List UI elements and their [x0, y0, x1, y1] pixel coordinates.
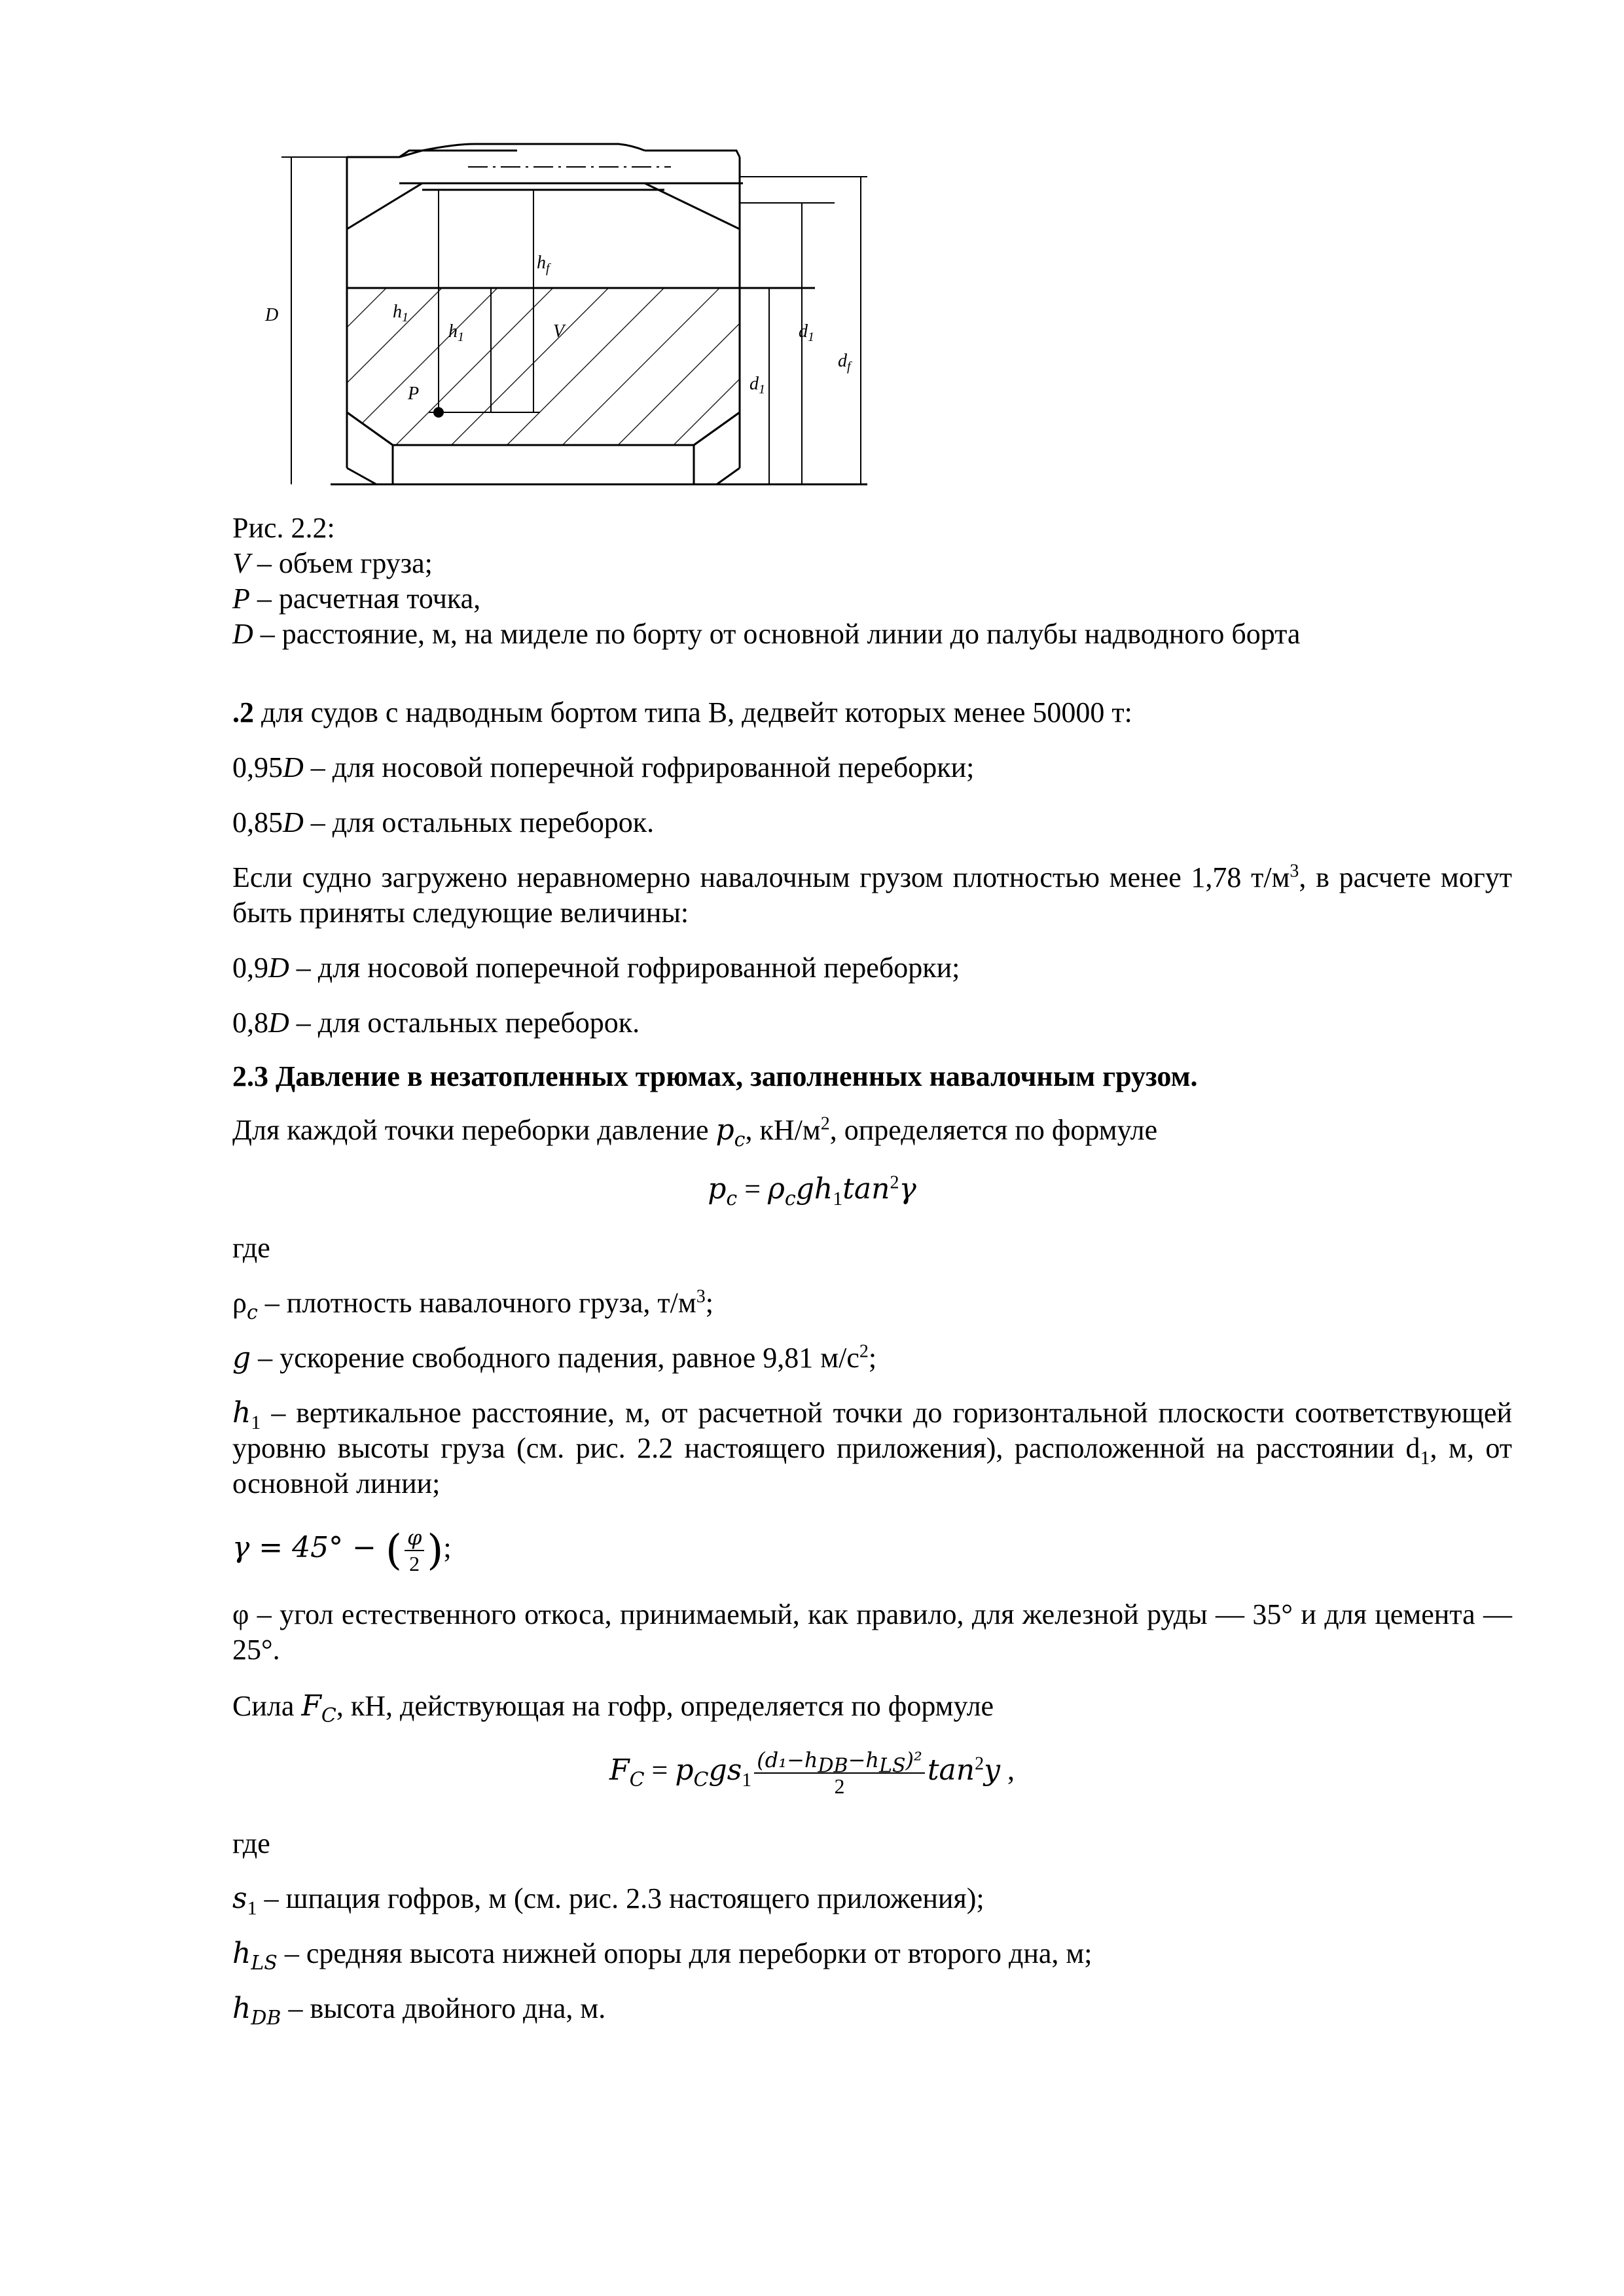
svg-text:V: V: [553, 321, 565, 342]
svg-text:d1: $d_1$: [749, 374, 765, 397]
item-2-line1: 0,95D – для носовой поперечной гофрированной переборки;: [232, 751, 975, 783]
item-2-line4: 0,8D – для остальных переборок.: [232, 1007, 640, 1039]
item-2-line3: 0,9D – для носовой поперечной гофрированной переборки;: [232, 952, 960, 984]
item-2-line2: 0,85D – для остальных переборок.: [232, 806, 655, 838]
caption-v: V – объем груза;: [232, 547, 433, 579]
def-s1: $s_1$ – шпация гофров, м (см. рис. 2.3 настоящего приложения);: [232, 1882, 984, 1919]
svg-text:P: P: [408, 384, 420, 404]
svg-text:h1: $h_1$: [393, 302, 408, 325]
def-hdb: $h_{DB}$ – высота двойного дна, м.: [232, 1992, 606, 2030]
caption-d: D – расстояние, м, на миделе по борту от основной линии до палубы надводного борта: [232, 618, 1301, 650]
figure-caption-title: Рис. 2.2:: [232, 512, 335, 544]
def-g: g – ускорение свободного падения, равное 9,81 $м/с^2$;: [232, 1341, 877, 1374]
svg-text:D: D: [265, 305, 279, 325]
item-2-intro: .2 для судов с надводным бортом типа B, дедвейт которых менее 50000 т:: [232, 696, 1132, 728]
def-hls: $h_{LS}$ – средняя высота нижней опоры для переборки от второго дна, м;: [232, 1937, 1092, 1975]
svg-text:df: $d_f$: [838, 351, 851, 374]
figure-2-2: [259, 137, 880, 504]
formula-fc: $F_C = p_Cgs_1$ $\frac{(d_1-h_{DB}-h_{LS})^2}{2}$ $\tan^2y$ ,: [609, 1747, 1015, 1798]
svg-text:hf: $h_f$: [537, 253, 550, 276]
caption-p: P – расчетная точка,: [232, 583, 481, 615]
def-h1: $h_1$ – вертикальное расстояние, м, от расчетной точки до горизонтальной плоскости соответствующей уровню высоты груза (см. рис. 2.2 настоящего приложения), расположенной на расстоянии $d_1$, м, от основной линии;: [232, 1396, 1512, 1499]
def-phi: φ – угол естественного откоса, принимаемый, как правило, для железной руды — 35° и для цемента — 25°.: [232, 1598, 1512, 1666]
section-heading: 2.3 Давление в незатопленных трюмах, заполненных навалочным грузом.: [232, 1060, 1198, 1092]
where-2: где: [232, 1827, 270, 1859]
svg-text:d1: $d_1$: [799, 321, 814, 344]
formula-pc: $p_c = \rho_cgh_1\tan^2\gamma$: [708, 1172, 916, 1210]
def-rho: $\rho_c$ – плотность навалочного груза, $т/м^3$;: [232, 1286, 713, 1324]
where-1: где: [232, 1232, 270, 1264]
def-gamma: γ = 45° − ( $\frac{\varphi}{2}$ );: [232, 1524, 452, 1575]
svg-text:h1: $h_1$: [448, 321, 464, 344]
item-2-paragraph: Если судно загружено неравномерно навалочным грузом плотностью менее 1,78 $т/м^3$, в расчете могут быть приняты следующие величины:: [232, 861, 1512, 929]
section-intro: Для каждой точки переборки давление $p_c$, $кН/м^2$, определяется по формуле: [232, 1113, 1158, 1151]
force-intro: Сила $F_C$, кН, действующая на гофр, определяется по формуле: [232, 1689, 994, 1727]
